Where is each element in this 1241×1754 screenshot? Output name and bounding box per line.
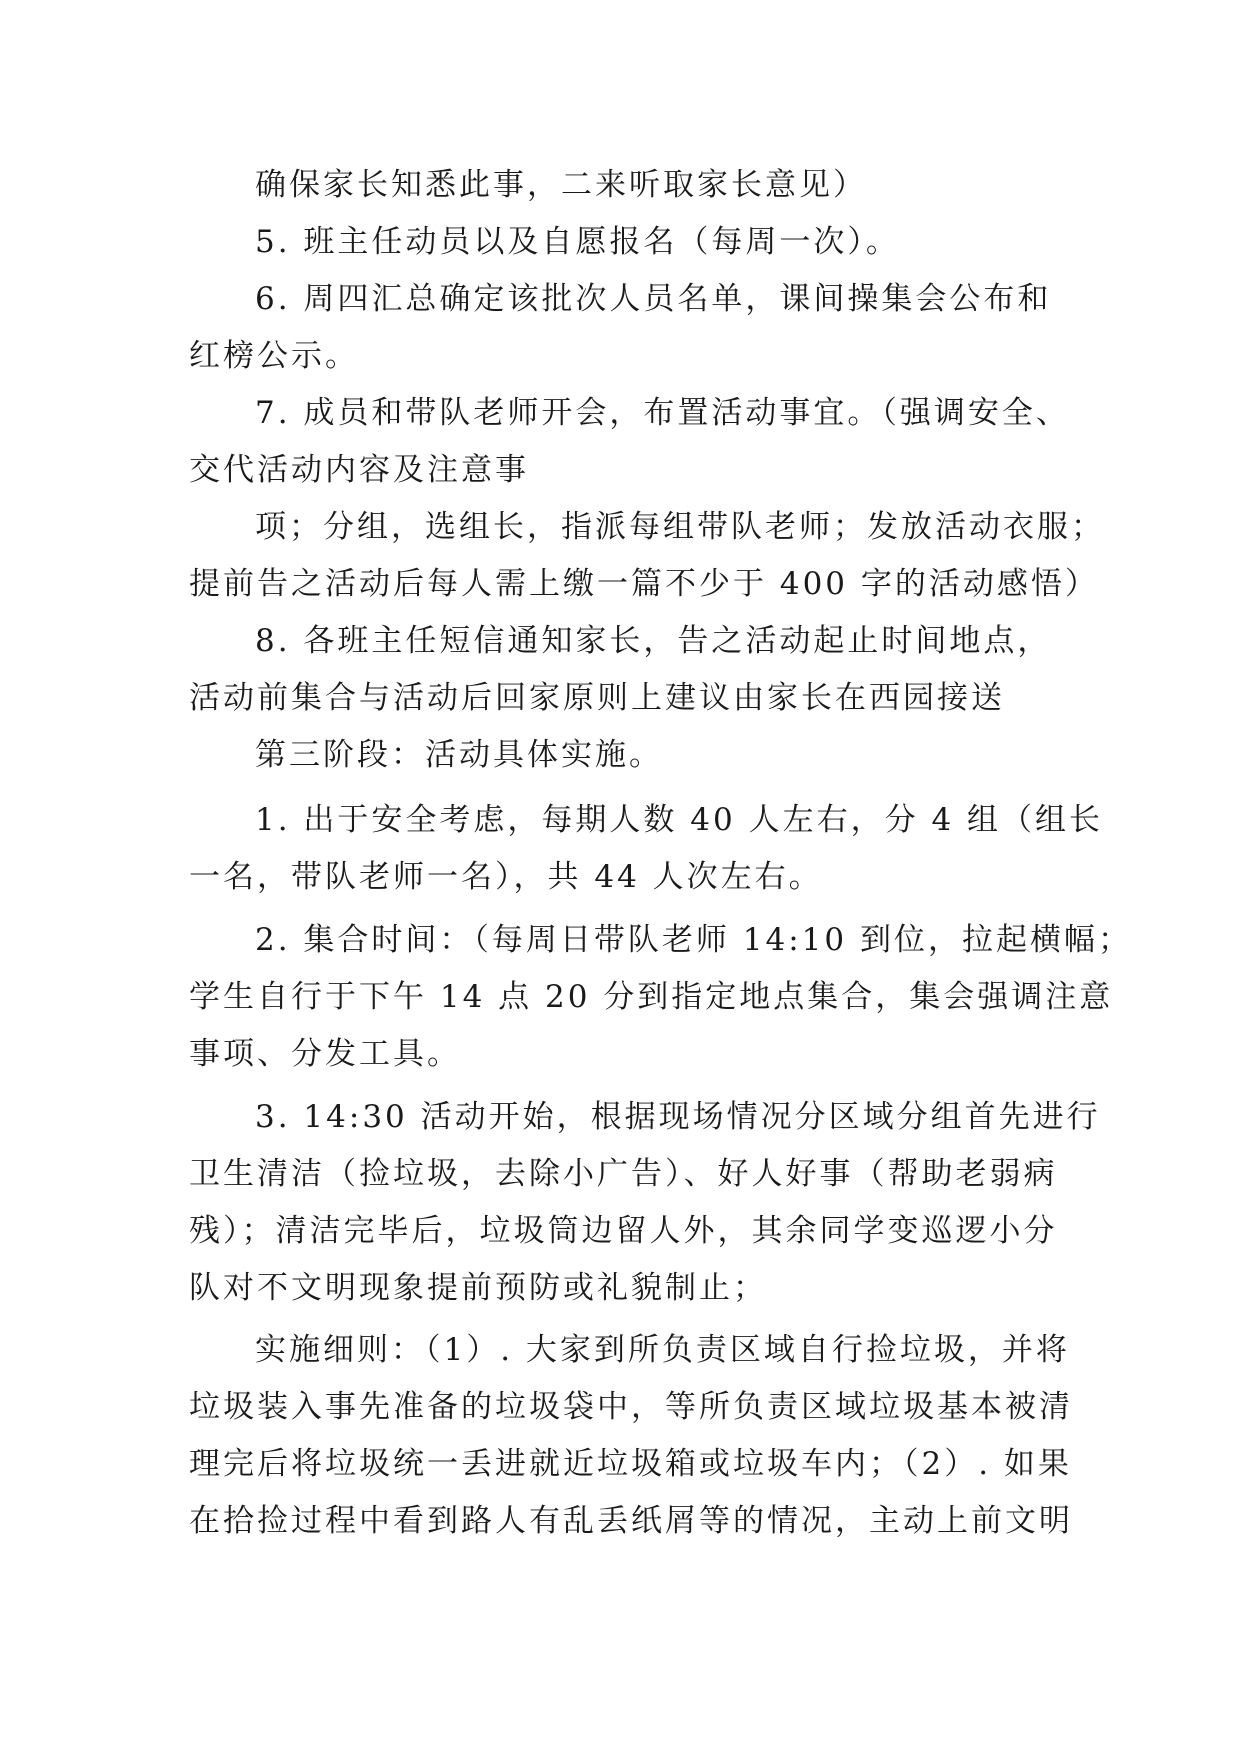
paragraph-line: 队对不文明现象提前预防或礼貌制止；	[189, 1270, 767, 1306]
paragraph-line: 垃圾装入事先准备的垃圾袋中，等所负责区域垃圾基本被清	[189, 1389, 1073, 1425]
paragraph-line: 学生自行于下午 14 点 20 分到指定地点集合，集会强调注意	[189, 979, 1114, 1015]
paragraph-line: 3. 14:30 活动开始，根据现场情况分区域分组首先进行	[255, 1099, 1101, 1135]
paragraph-line: 8. 各班主任短信通知家长，告之活动起止时间地点，	[255, 623, 1052, 659]
paragraph-line: 实施细则：（1）. 大家到所负责区域自行捡垃圾，并将	[255, 1332, 1070, 1368]
paragraph-line: 2. 集合时间：（每周日带队老师 14:10 到位，拉起横幅；	[255, 922, 1132, 958]
paragraph-line: 5. 班主任动员以及自愿报名（每周一次）。	[255, 224, 900, 260]
paragraph-line: 提前告之活动后每人需上缴一篇不少于 400 字的活动感悟）	[189, 566, 1099, 602]
section-heading: 第三阶段：活动具体实施。	[255, 737, 663, 773]
paragraph-line: 事项、分发工具。	[189, 1036, 461, 1072]
paragraph-line: 理完后将垃圾统一丢进就近垃圾箱或垃圾车内；（2）. 如果	[189, 1446, 1072, 1482]
paragraph-line: 红榜公示。	[189, 338, 359, 374]
paragraph-line: 活动前集合与活动后回家原则上建议由家长在西园接送	[189, 680, 1005, 716]
paragraph-line: 确保家长知悉此事，二来听取家长意见）	[255, 167, 867, 203]
paragraph-line: 在拾捡过程中看到路人有乱丢纸屑等的情况，主动上前文明	[189, 1503, 1073, 1539]
paragraph-line: 6. 周四汇总确定该批次人员名单，课间操集会公布和	[255, 281, 1052, 317]
paragraph-line: 一名，带队老师一名），共 44 人次左右。	[189, 859, 823, 895]
paragraph-line: 交代活动内容及注意事	[189, 452, 529, 488]
paragraph-line: 1. 出于安全考虑，每期人数 40 人左右，分 4 组（组长	[255, 802, 1104, 838]
paragraph-line: 7. 成员和带队老师开会，布置活动事宜。（强调安全、	[255, 395, 1070, 431]
paragraph-line: 卫生清洁（捡垃圾，去除小广告）、好人好事（帮助老弱病	[189, 1156, 1058, 1192]
paragraph-line: 项；分组，选组长，指派每组带队老师；发放活动衣服；	[255, 509, 1105, 545]
paragraph-line: 残）；清洁完毕后，垃圾筒边留人外，其余同学变巡逻小分	[189, 1213, 1058, 1249]
